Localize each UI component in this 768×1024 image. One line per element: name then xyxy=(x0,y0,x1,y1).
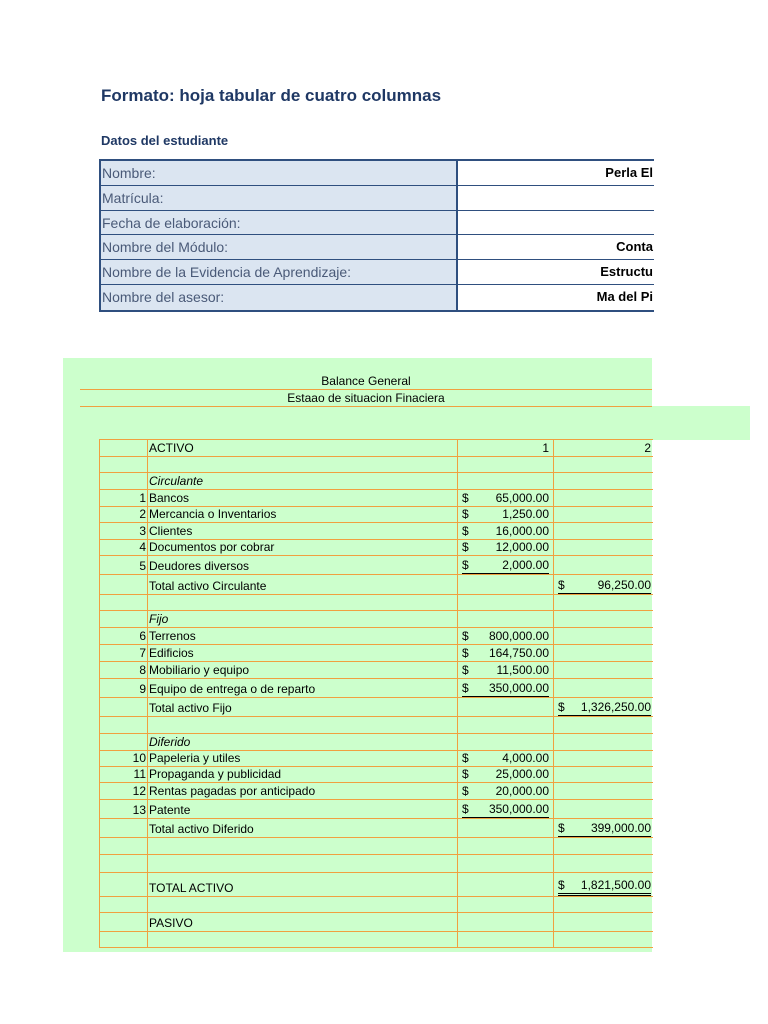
currency-symbol: $ xyxy=(462,646,469,660)
cell-amount[interactable] xyxy=(458,751,554,766)
cell-label[interactable] xyxy=(148,717,458,733)
cell-amount[interactable] xyxy=(458,595,554,610)
cell-label[interactable]: Terrenos xyxy=(148,628,458,644)
currency-symbol: $ xyxy=(558,878,565,896)
cell-total[interactable] xyxy=(554,679,653,697)
cell-amount[interactable] xyxy=(458,717,554,733)
amount-value: 399,000.00 xyxy=(565,821,651,837)
cell-number[interactable] xyxy=(100,838,148,854)
cell-number[interactable] xyxy=(100,734,148,750)
cell-total[interactable] xyxy=(554,507,653,522)
cell-number[interactable]: 1 xyxy=(100,490,148,506)
amount-value: 1,250.00 xyxy=(502,507,549,521)
table-row xyxy=(100,575,653,595)
cell-label[interactable] xyxy=(148,897,458,912)
cell-total[interactable] xyxy=(554,523,653,539)
table-row xyxy=(100,913,653,932)
total-circulante[interactable] xyxy=(554,575,653,594)
currency-symbol: $ xyxy=(462,802,469,816)
total-fijo[interactable] xyxy=(554,698,653,716)
info-row-modulo xyxy=(101,235,654,260)
info-row-asesor xyxy=(101,285,654,310)
amount-value: 1,821,500.00 xyxy=(565,878,651,896)
table-row xyxy=(100,698,653,717)
total-label-fijo[interactable]: Total activo Fijo xyxy=(148,698,458,716)
amount-value: 350,000.00 xyxy=(469,681,549,697)
table-row xyxy=(100,595,653,611)
cell-amount[interactable] xyxy=(458,819,554,837)
section-heading-diferido[interactable]: Diferido xyxy=(148,734,458,750)
amount-value: 350,000.00 xyxy=(469,802,549,818)
amount-value: 12,000.00 xyxy=(495,540,549,554)
info-row-fecha xyxy=(101,211,654,235)
cell-label[interactable]: Patente xyxy=(148,800,458,818)
cell-number[interactable] xyxy=(100,897,148,912)
balance-background-extension xyxy=(652,406,750,440)
cell-total[interactable] xyxy=(554,540,653,555)
balance-subtitle: Estaao de situacion Finaciera xyxy=(80,390,652,407)
cell-number[interactable]: 8 xyxy=(100,662,148,678)
amount-value: 164,750.00 xyxy=(488,646,549,660)
table-row xyxy=(100,838,653,855)
info-label: Fecha de elaboración: xyxy=(101,211,458,234)
info-value[interactable] xyxy=(458,186,654,210)
cell-total[interactable] xyxy=(554,457,653,472)
info-value[interactable]: Estructu xyxy=(458,260,654,284)
cell-total[interactable] xyxy=(554,932,653,947)
cell-number[interactable] xyxy=(100,717,148,733)
info-label: Nombre de la Evidencia de Aprendizaje: xyxy=(101,260,458,284)
cell-total[interactable] xyxy=(554,767,653,782)
info-label: Nombre del Módulo: xyxy=(101,235,458,259)
cell-total[interactable] xyxy=(554,838,653,854)
cell-amount[interactable] xyxy=(458,897,554,912)
cell-total[interactable] xyxy=(554,662,653,678)
cell-total[interactable] xyxy=(554,611,653,627)
cell-amount[interactable] xyxy=(458,734,554,750)
info-value[interactable]: Conta xyxy=(458,235,654,259)
table-row xyxy=(100,540,653,556)
amount-value: 16,000.00 xyxy=(495,524,549,538)
cell-amount[interactable] xyxy=(458,800,554,818)
total-diferido[interactable] xyxy=(554,819,653,837)
cell-label[interactable] xyxy=(148,595,458,610)
info-row-evidencia xyxy=(101,260,654,285)
table-row xyxy=(100,873,653,897)
cell-label[interactable]: Clientes xyxy=(148,523,458,539)
total-activo-label[interactable]: TOTAL ACTIVO xyxy=(148,873,458,896)
cell-amount[interactable] xyxy=(458,873,554,896)
cell-total[interactable] xyxy=(554,490,653,506)
info-row-matricula xyxy=(101,186,654,211)
cell-label[interactable]: Mercancia o Inventarios xyxy=(148,507,458,522)
cell-label[interactable]: Edificios xyxy=(148,645,458,661)
cell-number[interactable]: 13 xyxy=(100,800,148,818)
column-header-label[interactable]: ACTIVO xyxy=(148,440,458,456)
info-label: Nombre: xyxy=(101,161,458,185)
cell-amount[interactable] xyxy=(458,855,554,872)
cell-total[interactable] xyxy=(554,473,653,489)
cell-label[interactable] xyxy=(148,855,458,872)
currency-symbol: $ xyxy=(462,491,469,505)
amount-value: 1,326,250.00 xyxy=(565,700,651,716)
cell-label[interactable]: Bancos xyxy=(148,490,458,506)
cell-number[interactable] xyxy=(100,440,148,456)
column-header-2[interactable]: 2 xyxy=(644,441,651,455)
currency-symbol: $ xyxy=(558,700,565,714)
pasivo-label[interactable]: PASIVO xyxy=(148,913,458,931)
cell-amount[interactable] xyxy=(458,457,554,472)
amount-value: 20,000.00 xyxy=(495,784,549,798)
cell-label[interactable]: Deudores diversos xyxy=(148,556,458,574)
currency-symbol: $ xyxy=(462,767,469,781)
info-value[interactable]: Ma del Pi xyxy=(458,285,654,310)
cell-number[interactable]: 10 xyxy=(100,751,148,766)
cell-label[interactable] xyxy=(148,932,458,947)
page-title: Formato: hoja tabular de cuatro columnas xyxy=(101,86,442,105)
table-row xyxy=(100,628,653,645)
cell-number[interactable] xyxy=(100,932,148,947)
cell-number[interactable]: 4 xyxy=(100,540,148,555)
cell-label[interactable]: Rentas pagadas por anticipado xyxy=(148,783,458,799)
cell-number[interactable] xyxy=(100,873,148,896)
currency-symbol: $ xyxy=(462,524,469,538)
cell-amount[interactable] xyxy=(458,556,554,574)
table-row xyxy=(100,855,653,873)
cell-number[interactable]: 6 xyxy=(100,628,148,644)
section-heading-circulante[interactable]: Circulante xyxy=(148,473,458,489)
amount-value: 2,000.00 xyxy=(469,558,549,574)
amount-value: 800,000.00 xyxy=(488,629,549,643)
table-row xyxy=(100,767,653,783)
cell-label[interactable]: Documentos por cobrar xyxy=(148,540,458,555)
cell-total[interactable] xyxy=(554,897,653,912)
cell-total[interactable] xyxy=(554,751,653,766)
amount-value: 96,250.00 xyxy=(565,578,651,594)
cell-label[interactable]: Propaganda y publicidad xyxy=(148,767,458,782)
table-row xyxy=(100,457,653,473)
info-row-nombre xyxy=(101,161,654,186)
student-info-table xyxy=(99,159,654,312)
table-row xyxy=(100,645,653,662)
table-row xyxy=(100,717,653,734)
cell-label[interactable] xyxy=(148,457,458,472)
table-row xyxy=(100,800,653,819)
cell-amount[interactable] xyxy=(458,783,554,799)
cell-number[interactable]: 9 xyxy=(100,679,148,697)
cell-number[interactable] xyxy=(100,913,148,931)
column-header-1[interactable]: 1 xyxy=(458,440,554,456)
currency-symbol: $ xyxy=(462,540,469,554)
cell-amount[interactable] xyxy=(458,662,554,678)
table-row xyxy=(100,734,653,751)
cell-amount[interactable] xyxy=(458,645,554,661)
table-row xyxy=(100,523,653,540)
cell-number[interactable] xyxy=(100,473,148,489)
total-label-circulante[interactable]: Total activo Circulante xyxy=(148,575,458,594)
table-row xyxy=(100,751,653,767)
table-row xyxy=(100,783,653,800)
section-subtitle: Datos del estudiante xyxy=(101,133,229,148)
table-row xyxy=(100,662,653,679)
cell-number[interactable]: 2 xyxy=(100,507,148,522)
table-row xyxy=(100,932,653,948)
cell-total[interactable] xyxy=(554,556,653,574)
currency-symbol: $ xyxy=(462,558,469,572)
cell-amount[interactable] xyxy=(458,473,554,489)
cell-amount[interactable] xyxy=(458,611,554,627)
cell-total[interactable] xyxy=(554,913,653,931)
section-heading-fijo[interactable]: Fijo xyxy=(148,611,458,627)
cell-label[interactable]: Equipo de entrega o de reparto xyxy=(148,679,458,697)
cell-label[interactable]: Mobiliario y equipo xyxy=(148,662,458,678)
amount-value: 11,500.00 xyxy=(496,663,549,677)
cell-total[interactable] xyxy=(554,595,653,610)
cell-amount[interactable] xyxy=(458,932,554,947)
cell-amount[interactable] xyxy=(458,913,554,931)
currency-symbol: $ xyxy=(462,507,469,521)
table-row xyxy=(100,556,653,575)
cell-amount[interactable] xyxy=(458,838,554,854)
cell-total[interactable] xyxy=(554,628,653,644)
cell-number[interactable] xyxy=(100,855,148,872)
table-row xyxy=(100,440,653,457)
balance-grid xyxy=(99,439,653,948)
table-row xyxy=(100,611,653,628)
currency-symbol: $ xyxy=(558,821,565,835)
cell-total[interactable] xyxy=(554,800,653,818)
cell-amount[interactable] xyxy=(458,767,554,782)
amount-value: 4,000.00 xyxy=(502,751,549,765)
balance-title: Balance General xyxy=(80,373,652,390)
table-row xyxy=(100,819,653,838)
cell-amount[interactable] xyxy=(458,540,554,555)
cell-amount[interactable] xyxy=(458,628,554,644)
cell-number[interactable]: 5 xyxy=(100,556,148,574)
cell-number[interactable] xyxy=(100,819,148,837)
currency-symbol: $ xyxy=(462,681,469,695)
currency-symbol: $ xyxy=(462,629,469,643)
table-row xyxy=(100,473,653,490)
cell-amount[interactable] xyxy=(458,490,554,506)
amount-value: 25,000.00 xyxy=(495,767,549,781)
cell-total[interactable] xyxy=(554,855,653,872)
cell-number[interactable]: 7 xyxy=(100,645,148,661)
total-label-diferido[interactable]: Total activo Diferido xyxy=(148,819,458,837)
cell-number[interactable] xyxy=(100,611,148,627)
table-row xyxy=(100,490,653,507)
cell-amount[interactable] xyxy=(458,698,554,716)
cell-amount[interactable] xyxy=(458,679,554,697)
amount-value: 65,000.00 xyxy=(495,491,549,505)
cell-label[interactable] xyxy=(148,838,458,854)
cell-number[interactable] xyxy=(100,595,148,610)
table-row xyxy=(100,507,653,523)
cell-amount[interactable] xyxy=(458,575,554,594)
cell-label[interactable]: Papeleria y utiles xyxy=(148,751,458,766)
table-row xyxy=(100,897,653,913)
cell-total[interactable] xyxy=(554,645,653,661)
total-activo[interactable] xyxy=(554,873,653,896)
cell-number[interactable]: 11 xyxy=(100,767,148,782)
info-label: Matrícula: xyxy=(101,186,458,210)
cell-total[interactable] xyxy=(554,734,653,750)
cell-number[interactable] xyxy=(100,575,148,594)
info-value[interactable] xyxy=(458,211,654,234)
cell-number[interactable] xyxy=(100,457,148,472)
cell-number[interactable]: 12 xyxy=(100,783,148,799)
cell-number[interactable] xyxy=(100,698,148,716)
cell-total[interactable] xyxy=(554,783,653,799)
currency-symbol: $ xyxy=(462,751,469,765)
cell-amount[interactable] xyxy=(458,523,554,539)
cell-total[interactable] xyxy=(554,717,653,733)
table-row xyxy=(100,679,653,698)
cell-number[interactable]: 3 xyxy=(100,523,148,539)
currency-symbol: $ xyxy=(462,784,469,798)
info-label: Nombre del asesor: xyxy=(101,285,458,310)
currency-symbol: $ xyxy=(462,663,469,677)
currency-symbol: $ xyxy=(558,578,565,592)
info-value[interactable]: Perla El xyxy=(458,161,654,185)
cell-amount[interactable] xyxy=(458,507,554,522)
